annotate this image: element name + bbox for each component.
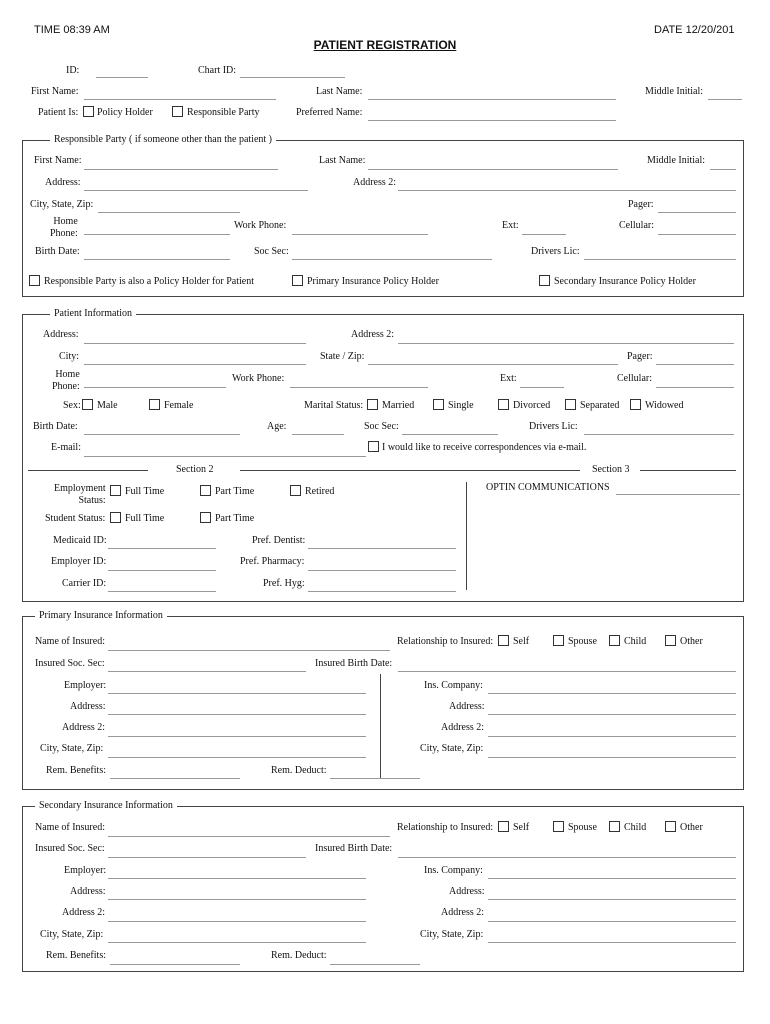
page-title: PATIENT REGISTRATION [313, 38, 457, 52]
sec-spouse-checkbox[interactable] [553, 821, 564, 832]
pt-pref-hyg-label: Pref. Hyg: [263, 578, 305, 589]
sec-other-label: Other [680, 822, 703, 833]
patient-is-label: Patient Is: [38, 107, 79, 118]
pri-rem-benefits-label: Rem. Benefits: [46, 765, 106, 776]
pt-single-label: Single [448, 400, 474, 411]
pri-self-label: Self [513, 636, 530, 647]
chart-id-label: Chart ID: [198, 65, 237, 76]
pt-soc-sec-label: Soc Sec: [364, 421, 399, 432]
sec-ins-city-field[interactable] [488, 942, 736, 943]
responsible-party-section [22, 140, 744, 297]
pt-widowed-label: Widowed [645, 400, 684, 411]
pt-stu-full-time-label: Full Time [125, 513, 165, 524]
chart-id-field[interactable] [240, 77, 345, 78]
pt-age-field[interactable] [292, 434, 344, 435]
pt-pref-pharmacy-field[interactable] [308, 570, 456, 571]
sec-soc-sec-field[interactable] [108, 857, 306, 858]
section-divider [466, 482, 467, 590]
pt-cellular-label: Cellular: [617, 373, 652, 384]
pt-emp-full-time-checkbox[interactable] [110, 485, 121, 496]
sec-soc-sec-label: Insured Soc. Sec: [35, 843, 105, 854]
pt-sex-label: Sex: [63, 400, 81, 411]
rp-ext-field[interactable] [522, 234, 566, 235]
pri-ins-city-label: City, State, Zip: [420, 743, 484, 754]
rp-also-holder-checkbox[interactable] [29, 275, 40, 286]
pt-stu-part-time-label: Part Time [215, 513, 255, 524]
pri-spouse-label: Spouse [568, 636, 597, 647]
rp-birth-date-field[interactable] [84, 259, 230, 260]
pt-pref-dentist-field[interactable] [308, 548, 456, 549]
pri-address-label: Address: [70, 701, 106, 712]
sec-employer-label: Employer: [64, 865, 107, 876]
sec-ins-city-label: City, State, Zip: [420, 929, 484, 940]
pri-self-checkbox[interactable] [498, 635, 509, 646]
pri-rem-benefits-field[interactable] [110, 778, 240, 779]
pri-employer-field[interactable] [108, 693, 366, 694]
middle-initial-field[interactable] [708, 99, 742, 100]
time-label: TIME 08:39 AM [34, 24, 110, 36]
rp-pager-label: Pager: [628, 199, 654, 210]
rp-middle-initial-label: Middle Initial: [647, 155, 706, 166]
pri-other-checkbox[interactable] [665, 635, 676, 646]
rp-cellular-field[interactable] [658, 234, 736, 235]
pri-spouse-checkbox[interactable] [553, 635, 564, 646]
pri-birth-date-field[interactable] [398, 671, 736, 672]
rp-ext-label: Ext: [502, 220, 519, 231]
rp-cellular-label: Cellular: [619, 220, 654, 231]
pt-marital-label: Marital Status: [304, 400, 364, 411]
pt-pref-hyg-field[interactable] [308, 591, 456, 592]
pt-email-label: E-mail: [51, 442, 81, 453]
pt-separated-label: Separated [580, 400, 620, 411]
sec-child-checkbox[interactable] [609, 821, 620, 832]
last-name-label: Last Name: [316, 86, 363, 97]
pt-divorced-label: Divorced [513, 400, 551, 411]
pt-address2-field[interactable] [398, 343, 734, 344]
pt-home-phone-label: Home Phone: [52, 369, 80, 392]
pri-birth-date-label: Insured Birth Date: [315, 658, 393, 669]
pt-pref-dentist-label: Pref. Dentist: [252, 535, 306, 546]
pt-emp-part-time-label: Part Time [215, 486, 255, 497]
pt-state-zip-label: State / Zip: [320, 351, 365, 362]
primary-insurance-legend: Primary Insurance Information [35, 610, 167, 622]
pt-state-zip-field[interactable] [368, 364, 618, 365]
pt-cellular-field[interactable] [656, 387, 734, 388]
sec-address-field[interactable] [108, 899, 366, 900]
pt-divorced-checkbox[interactable] [498, 399, 509, 410]
sec-ins-company-field[interactable] [488, 878, 736, 879]
pri-relationship-label: Relationship to Insured: [397, 636, 494, 647]
pt-emp-full-time-label: Full Time [125, 486, 165, 497]
sec-address2-field[interactable] [108, 921, 366, 922]
preferred-name-label: Preferred Name: [296, 107, 363, 118]
sec-ins-company-label: Ins. Company: [424, 865, 483, 876]
pt-married-label: Married [382, 400, 415, 411]
pt-single-checkbox[interactable] [433, 399, 444, 410]
sec-city-field[interactable] [108, 942, 366, 943]
pri-city-field[interactable] [108, 757, 366, 758]
pt-birth-date-field[interactable] [84, 434, 240, 435]
pri-city-label: City, State, Zip: [40, 743, 104, 754]
rp-drivers-lic-field[interactable] [584, 259, 736, 260]
pri-name-insured-field[interactable] [108, 650, 390, 651]
responsible-party-label: Responsible Party [187, 107, 260, 118]
pt-student-label: Student Status: [45, 513, 106, 524]
pt-employer-id-label: Employer ID: [51, 556, 107, 567]
id-label: ID: [66, 65, 80, 76]
id-field[interactable] [96, 77, 148, 78]
pt-age-label: Age: [267, 421, 287, 432]
pt-pager-label: Pager: [627, 351, 653, 362]
preferred-name-field[interactable] [368, 120, 616, 121]
pt-carrier-id-field[interactable] [108, 591, 216, 592]
pt-medicaid-field[interactable] [108, 548, 216, 549]
sec-birth-date-field[interactable] [398, 857, 736, 858]
sec-rem-deduct-label: Rem. Deduct: [271, 950, 327, 961]
rp-address2-field[interactable] [398, 190, 736, 191]
pri-employer-label: Employer: [64, 680, 107, 691]
rp-home-phone-label: Home Phone: [50, 216, 78, 239]
pt-employment-label: Employment Status: [54, 483, 106, 506]
section3-rule [640, 470, 736, 471]
pt-address-label: Address: [43, 329, 79, 340]
pt-email-opt-label: I would like to receive correspondences via e-mail. [382, 442, 587, 453]
rp-address-label: Address: [45, 177, 81, 188]
section2-rule-left [28, 470, 148, 471]
pt-emp-retired-checkbox[interactable] [290, 485, 301, 496]
pt-widowed-checkbox[interactable] [630, 399, 641, 410]
rp-primary-holder-checkbox[interactable] [292, 275, 303, 286]
rp-last-name-label: Last Name: [319, 155, 366, 166]
pt-emp-part-time-checkbox[interactable] [200, 485, 211, 496]
sec-self-label: Self [513, 822, 530, 833]
pt-birth-date-label: Birth Date: [33, 421, 78, 432]
pt-email-opt-checkbox[interactable] [368, 441, 379, 452]
pri-rem-deduct-field[interactable] [330, 778, 420, 779]
pt-work-phone-label: Work Phone: [232, 373, 285, 384]
rp-last-name-field[interactable] [368, 169, 618, 170]
responsible-party-checkbox[interactable] [172, 106, 183, 117]
rp-city-label: City, State, Zip: [30, 199, 94, 210]
pri-ins-company-field[interactable] [488, 693, 736, 694]
pt-soc-sec-field[interactable] [402, 434, 498, 435]
pri-ins-city-field[interactable] [488, 757, 736, 758]
rp-first-name-field[interactable] [84, 169, 278, 170]
section3-label: Section 3 [592, 464, 630, 475]
patient-info-legend: Patient Information [50, 308, 136, 320]
rp-address2-label: Address 2: [353, 177, 397, 188]
rp-secondary-holder-checkbox[interactable] [539, 275, 550, 286]
sec-ins-address2-label: Address 2: [441, 907, 485, 918]
pri-name-insured-label: Name of Insured: [35, 636, 105, 647]
pt-pager-field[interactable] [656, 364, 734, 365]
sec-city-label: City, State, Zip: [40, 929, 104, 940]
sec-spouse-label: Spouse [568, 822, 597, 833]
pri-ins-address2-label: Address 2: [441, 722, 485, 733]
pri-ins-company-label: Ins. Company: [424, 680, 483, 691]
pt-drivers-lic-field[interactable] [584, 434, 734, 435]
sec-relationship-label: Relationship to Insured: [397, 822, 494, 833]
rp-drivers-lic-label: Drivers Lic: [531, 246, 580, 257]
pt-home-phone-field[interactable] [84, 387, 226, 388]
pt-work-phone-field[interactable] [290, 387, 428, 388]
pt-ext-label: Ext: [500, 373, 517, 384]
sec-child-label: Child [624, 822, 647, 833]
pt-medicaid-label: Medicaid ID: [53, 535, 107, 546]
pri-ins-address2-field[interactable] [488, 736, 736, 737]
sec-name-insured-label: Name of Insured: [35, 822, 105, 833]
rp-first-name-label: First Name: [34, 155, 82, 166]
date-label: DATE 12/20/201 [654, 24, 735, 36]
section2-rule-right [240, 470, 580, 471]
rp-secondary-holder-label: Secondary Insurance Policy Holder [554, 276, 696, 287]
pt-female-checkbox[interactable] [149, 399, 160, 410]
last-name-field[interactable] [368, 99, 616, 100]
rp-middle-initial-field[interactable] [710, 169, 736, 170]
pt-female-label: Female [164, 400, 194, 411]
sec-address2-label: Address 2: [62, 907, 106, 918]
rp-work-phone-label: Work Phone: [234, 220, 287, 231]
section2-label: Section 2 [176, 464, 214, 475]
pt-male-label: Male [97, 400, 118, 411]
pri-soc-sec-field[interactable] [108, 671, 306, 672]
primary-divider [380, 674, 381, 778]
secondary-insurance-legend: Secondary Insurance Information [35, 800, 177, 812]
rp-also-holder-label: Responsible Party is also a Policy Holder for Patient [44, 276, 254, 287]
policy-holder-checkbox[interactable] [83, 106, 94, 117]
sec-birth-date-label: Insured Birth Date: [315, 843, 393, 854]
middle-initial-label: Middle Initial: [645, 86, 704, 97]
pri-ins-address-label: Address: [449, 701, 485, 712]
pt-employer-id-field[interactable] [108, 570, 216, 571]
pri-address2-label: Address 2: [62, 722, 106, 733]
pt-married-checkbox[interactable] [367, 399, 378, 410]
rp-birth-date-label: Birth Date: [35, 246, 80, 257]
optin-label: OPTIN COMMUNICATIONS [486, 482, 610, 493]
optin-field[interactable] [616, 494, 740, 495]
pri-soc-sec-label: Insured Soc. Sec: [35, 658, 105, 669]
sec-self-checkbox[interactable] [498, 821, 509, 832]
pt-stu-full-time-checkbox[interactable] [110, 512, 121, 523]
rp-soc-sec-field[interactable] [292, 259, 492, 260]
rp-home-phone-field[interactable] [84, 234, 230, 235]
sec-rem-deduct-field[interactable] [330, 964, 420, 965]
pt-emp-retired-label: Retired [305, 486, 335, 497]
pt-pref-pharmacy-label: Pref. Pharmacy: [240, 556, 305, 567]
sec-other-checkbox[interactable] [665, 821, 676, 832]
pri-address-field[interactable] [108, 714, 366, 715]
sec-ins-address-field[interactable] [488, 899, 736, 900]
first-name-field[interactable] [84, 99, 276, 100]
rp-primary-holder-label: Primary Insurance Policy Holder [307, 276, 439, 287]
sec-ins-address2-field[interactable] [488, 921, 736, 922]
pt-drivers-lic-label: Drivers Lic: [529, 421, 578, 432]
first-name-label: First Name: [31, 86, 79, 97]
policy-holder-label: Policy Holder [97, 107, 153, 118]
sec-rem-benefits-field[interactable] [110, 964, 240, 965]
pri-child-checkbox[interactable] [609, 635, 620, 646]
sec-ins-address-label: Address: [449, 886, 485, 897]
rp-city-field[interactable] [98, 212, 240, 213]
sec-name-insured-field[interactable] [108, 836, 390, 837]
pt-carrier-id-label: Carrier ID: [62, 578, 107, 589]
pri-address2-field[interactable] [108, 736, 366, 737]
sec-employer-field[interactable] [108, 878, 366, 879]
pt-male-checkbox[interactable] [82, 399, 93, 410]
pri-child-label: Child [624, 636, 647, 647]
pt-email-field[interactable] [84, 456, 366, 457]
pri-other-label: Other [680, 636, 703, 647]
pt-ext-field[interactable] [520, 387, 564, 388]
pt-address-field[interactable] [84, 343, 306, 344]
pt-stu-part-time-checkbox[interactable] [200, 512, 211, 523]
pt-city-field[interactable] [84, 364, 306, 365]
rp-pager-field[interactable] [658, 212, 736, 213]
rp-soc-sec-label: Soc Sec: [254, 246, 289, 257]
sec-rem-benefits-label: Rem. Benefits: [46, 950, 106, 961]
responsible-party-legend: Responsible Party ( if someone other than the patient ) [50, 134, 276, 146]
pt-address2-label: Address 2: [351, 329, 395, 340]
pt-city-label: City: [59, 351, 80, 362]
pt-separated-checkbox[interactable] [565, 399, 576, 410]
rp-address-field[interactable] [84, 190, 308, 191]
rp-work-phone-field[interactable] [292, 234, 428, 235]
sec-address-label: Address: [70, 886, 106, 897]
pri-rem-deduct-label: Rem. Deduct: [271, 765, 327, 776]
pri-ins-address-field[interactable] [488, 714, 736, 715]
